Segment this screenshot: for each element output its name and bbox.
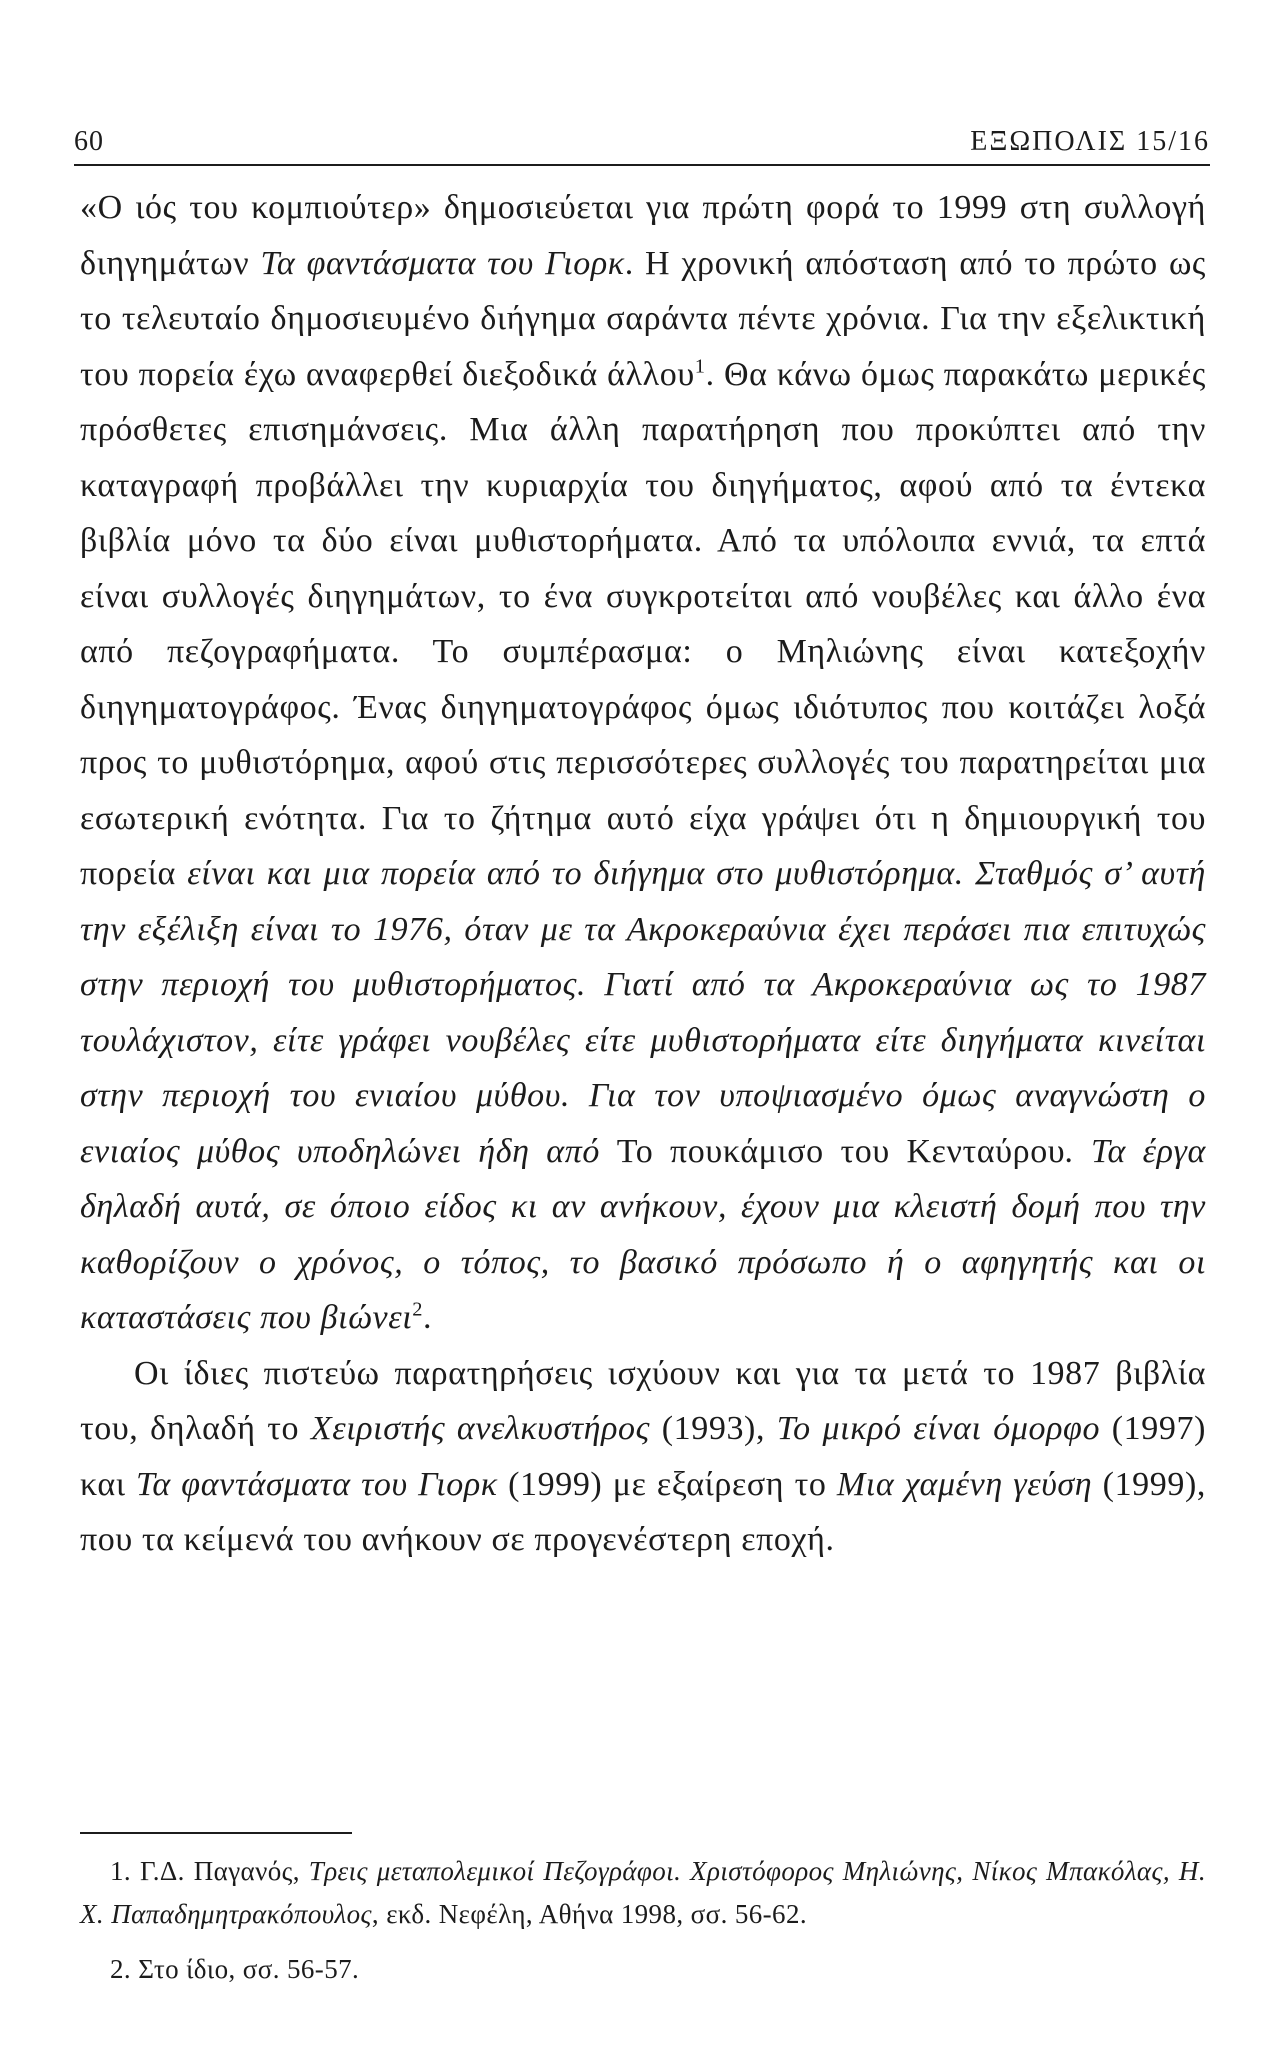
footnote-ref-1[interactable]: 1 <box>694 355 706 378</box>
body-text <box>80 180 1206 1568</box>
paragraph-2-text-2: (1993), <box>650 1410 777 1447</box>
footnote-1 <box>80 1850 1206 1936</box>
running-title: ΕΞΩΠΟΛΙΣ 15/16 <box>970 126 1210 157</box>
header-rule <box>74 164 1210 166</box>
paragraph-1-text-1: «Ο ιός του κομπιούτερ» δημοσιεύεται για πρώτη φορά το 1999 στη συλλογή διηγημάτων <box>80 189 1206 282</box>
footnote-1-text-1: Γ.Δ. Παγανός, <box>140 1856 309 1886</box>
paragraph-1-text-4: . <box>423 1299 433 1336</box>
paragraph-1-text-3: . Θα κάνω όμως παρακάτω μερικές πρόσθετες επισημάνσεις. Μια άλλη παρατήρηση που προκύπτει από την καταγραφή προβάλλει την κυριαρχία του διηγήματος, αφού από τα έντεκα βιβλία μόνο τα δύο είναι μυθιστορήματα. Από τα υπόλοιπα εννιά, τα επτά είναι συλλογές διηγημάτων, το ένα συγκροτείται από νουβέλες και άλλο ένα από πεζογραφήματα. Το συμπέρασμα: ο Μηλιώνης είναι κατεξοχήν διηγηματογράφος. Ένας διηγηματογράφος όμως ιδιότυπος που κοιτάζει λοξά προς το μυθιστόρημα, αφού στις περισσότερες συλλογές του παρατηρείται μια εσωτερική ενότητα. Για το ζήτημα αυτό είχα γράψει ότι η δημιουργική του πορεία <box>80 355 1206 892</box>
paragraph-1-italic-1: Τα φαντάσματα του Γιορκ <box>260 244 625 282</box>
footnote-2 <box>80 1948 1206 1991</box>
paragraph-2-italic-3: Τα φαντάσματα του Γιορκ <box>136 1465 498 1503</box>
paragraph-2-italic-2: Το μικρό είναι όμορφο <box>776 1410 1101 1447</box>
paragraph-2-text-3: (1997) και <box>80 1410 1206 1503</box>
footnote-1-number: 1. <box>110 1856 132 1886</box>
footnote-1-text-2: , εκδ. Νεφέλη, Αθήνα 1998, σσ. 56-62. <box>371 1899 808 1929</box>
paragraph-2-italic-1: Χειριστής ανελκυστήρος <box>310 1410 651 1447</box>
paragraph-1-quote-1: είναι και μια πορεία από το διήγημα στο μυθιστόρημα. Σταθμός σ’ αυτή την εξέλιξη είναι το 1976, όταν με τα Ακροκεραύνια έχει περάσει πια επιτυχώς στην περιοχή του μυθιστορήματος. Γιατί από τα Ακροκεραύνια ως το 1987 τουλάχιστον, είτε γράφει νουβέλες είτε μυθιστορήματα είτε διηγήματα κινείται στην περιοχή του ενιαίου μύθου. Για τον υποψιασμένο όμως αναγνώστη ο ενιαίος μύθος υποδηλώνει ήδη από <box>80 855 1206 1170</box>
footnote-rule <box>80 1832 352 1834</box>
footnote-1-italic: Τρεις μεταπολεμικοί Πεζογράφοι. Χριστόφορος Μηλιώνης, Νίκος Μπακόλας, Η. Χ. Παπαδημητρακόπουλος <box>80 1856 1206 1929</box>
page-number: 60 <box>74 126 104 157</box>
footnote-2-text: Στο ίδιο, σσ. 56-57. <box>138 1954 360 1984</box>
paragraph-2-text-1: Οι ίδιες πιστεύω παρατηρήσεις ισχύουν και για τα μετά το 1987 βιβλία του, δηλαδή το <box>80 1354 1206 1447</box>
paragraph-2-text-5: (1999), που τα κείμενά του ανήκουν σε προγενέστερη εποχή. <box>80 1465 1207 1558</box>
paragraph-2-italic-4: Μια χαμένη γεύση <box>836 1465 1093 1503</box>
paragraph-1-quote-2: . Τα έργα δηλαδή αυτά, σε όποιο είδος κι αν ανήκουν, έχουν μια κλειστή δομή που την καθορίζουν ο χρόνος, ο τόπος, το βασικό πρόσωπο ή ο αφηγητής και οι καταστάσεις που βιώνει <box>80 1132 1206 1336</box>
footnote-2-number: 2. <box>110 1954 132 1984</box>
paragraph-2-text-4: (1999) με εξαίρεση το <box>497 1465 837 1503</box>
footnotes <box>80 1850 1206 2003</box>
footnote-ref-2[interactable]: 2 <box>412 1298 424 1321</box>
paragraph-1-book-title: Το πουκάμισο του Κενταύρου <box>616 1132 1066 1170</box>
page-header <box>74 126 1210 164</box>
paragraph-1 <box>80 180 1206 1346</box>
paragraph-1-text-2: . Η χρονική απόσταση από το πρώτο ως το τελευταίο δημοσιευμένο διήγημα σαράντα πέντε χρόνια. Για την εξελικτική του πορεία έχω αναφερθεί διεξοδικά άλλου <box>80 244 1206 393</box>
paragraph-2 <box>80 1346 1206 1568</box>
